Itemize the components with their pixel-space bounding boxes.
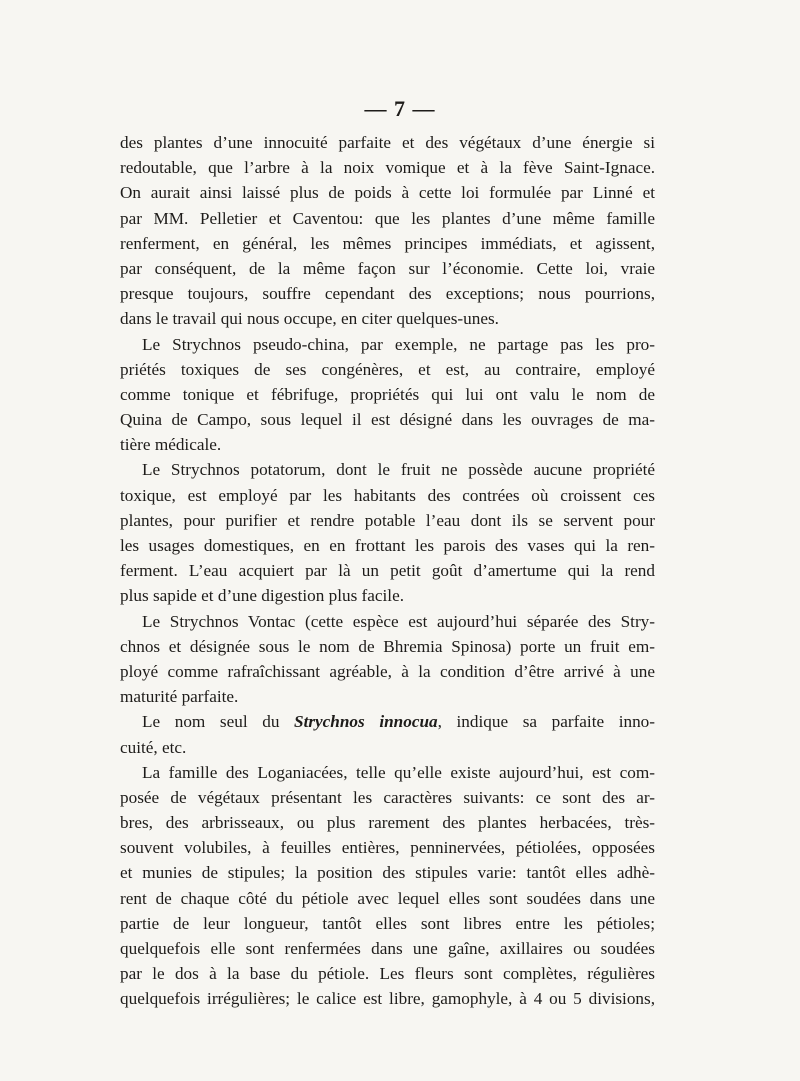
page-number: — 7 — <box>364 96 436 121</box>
text-span: , indique sa parfaite inno- <box>437 712 656 732</box>
paragraph-5 <box>120 709 655 759</box>
paragraph-4 <box>120 609 655 710</box>
text-line: Le Strychnos pseudo-china, par exemple, ne partage pas les pro- <box>142 334 655 354</box>
text-line: partie de leur longueur, tantôt elles sont libres entre les pétioles; <box>120 913 655 933</box>
text-line: Le Strychnos Vontac (cette espèce est aujourd’hui séparée des Stry- <box>142 611 655 631</box>
text-line: les usages domestiques, en en frottant les parois des vases qui la ren- <box>120 536 655 555</box>
text-line: plus sapide et d’une digestion plus facile. <box>120 586 405 606</box>
text-span: Le nom seul du <box>142 712 295 732</box>
text-line: Le Strychnos potatorum, dont le fruit ne possède aucune propriété <box>142 460 655 480</box>
paragraph-1 <box>120 130 655 332</box>
text-line: priétés toxiques de ses congénères, et est, au contraire, employé <box>120 359 655 379</box>
text-line: Quina de Campo, sous lequel il est désigné dans les ouvrages de ma- <box>120 410 655 430</box>
text-line: par conséquent, de la même façon sur l’économie. Cette loi, vraie <box>120 258 655 278</box>
text-line: maturité parfaite. <box>120 687 239 707</box>
text-line: plantes, pour purifier et rendre potable l’eau dont ils se servent pour <box>120 510 655 530</box>
text-line: tière médicale. <box>120 435 222 455</box>
text-line: rent de chaque côté du pétiole avec lequel elles sont soudées dans une <box>120 888 655 908</box>
text-line: On aurait ainsi laissé plus de poids à cette loi formulée par Linné et <box>120 183 655 203</box>
text-line: renferment, en général, les mêmes principes immédiats, et agissent, <box>120 233 655 253</box>
text-line: dans le travail qui nous occupe, en citer quelques-unes. <box>120 309 499 329</box>
text-line: bres, des arbrisseaux, ou plus rarement des plantes herbacées, très- <box>120 813 655 833</box>
text-line: par MM. Pelletier et Caventou: que les plantes d’une même famille <box>120 208 655 228</box>
species-name-italic: Strychnos innocua <box>294 712 438 732</box>
text-line: comme tonique et fébrifuge, propriétés qui lui ont valu le nom de <box>120 384 655 404</box>
text-line: presque toujours, souffre cependant des exceptions; nous pourrions, <box>120 284 655 304</box>
text-line: cuité, etc. <box>120 737 187 757</box>
text-line: redoutable, que l’arbre à la noix vomique et à la fève Saint-Ignace. <box>120 158 655 178</box>
text-line: ferment. L’eau acquiert par là un petit goût d’amertume qui la rend <box>120 561 655 581</box>
paragraph-2 <box>120 332 655 458</box>
paragraph-3 <box>120 457 655 608</box>
text-line: ployé comme rafraîchissant agréable, à la condition d’être arrivé à une <box>120 661 655 681</box>
text-line: et munies de stipules; la position des stipules varie: tantôt elles adhè- <box>120 863 655 883</box>
text-line <box>120 709 655 734</box>
paragraph-6 <box>120 760 655 1012</box>
text-line: souvent volubiles, à feuilles entières, penninervées, pétiolées, opposées <box>120 838 655 858</box>
text-line: La famille des Loganiacées, telle qu’elle existe aujourd’hui, est com- <box>142 762 655 782</box>
text-line: par le dos à la base du pétiole. Les fleurs sont complètes, régulières <box>120 964 655 984</box>
text-line: chnos et désignée sous le nom de Bhremia Spinosa) porte un fruit em- <box>120 636 655 656</box>
text-line: quelquefois elle sont renfermées dans une gaîne, axillaires ou soudées <box>120 939 655 958</box>
text-line: toxique, est employé par les habitants des contrées où croissent ces <box>120 485 655 505</box>
body-text <box>120 130 655 1012</box>
text-line: des plantes d’une innocuité parfaite et des végétaux d’une énergie si <box>120 133 655 152</box>
text-line: quelquefois irrégulières; le calice est libre, gamophyle, à 4 ou 5 divisions, <box>120 989 655 1009</box>
text-line: posée de végétaux présentant les caractères suivants: ce sont des ar- <box>120 787 655 807</box>
